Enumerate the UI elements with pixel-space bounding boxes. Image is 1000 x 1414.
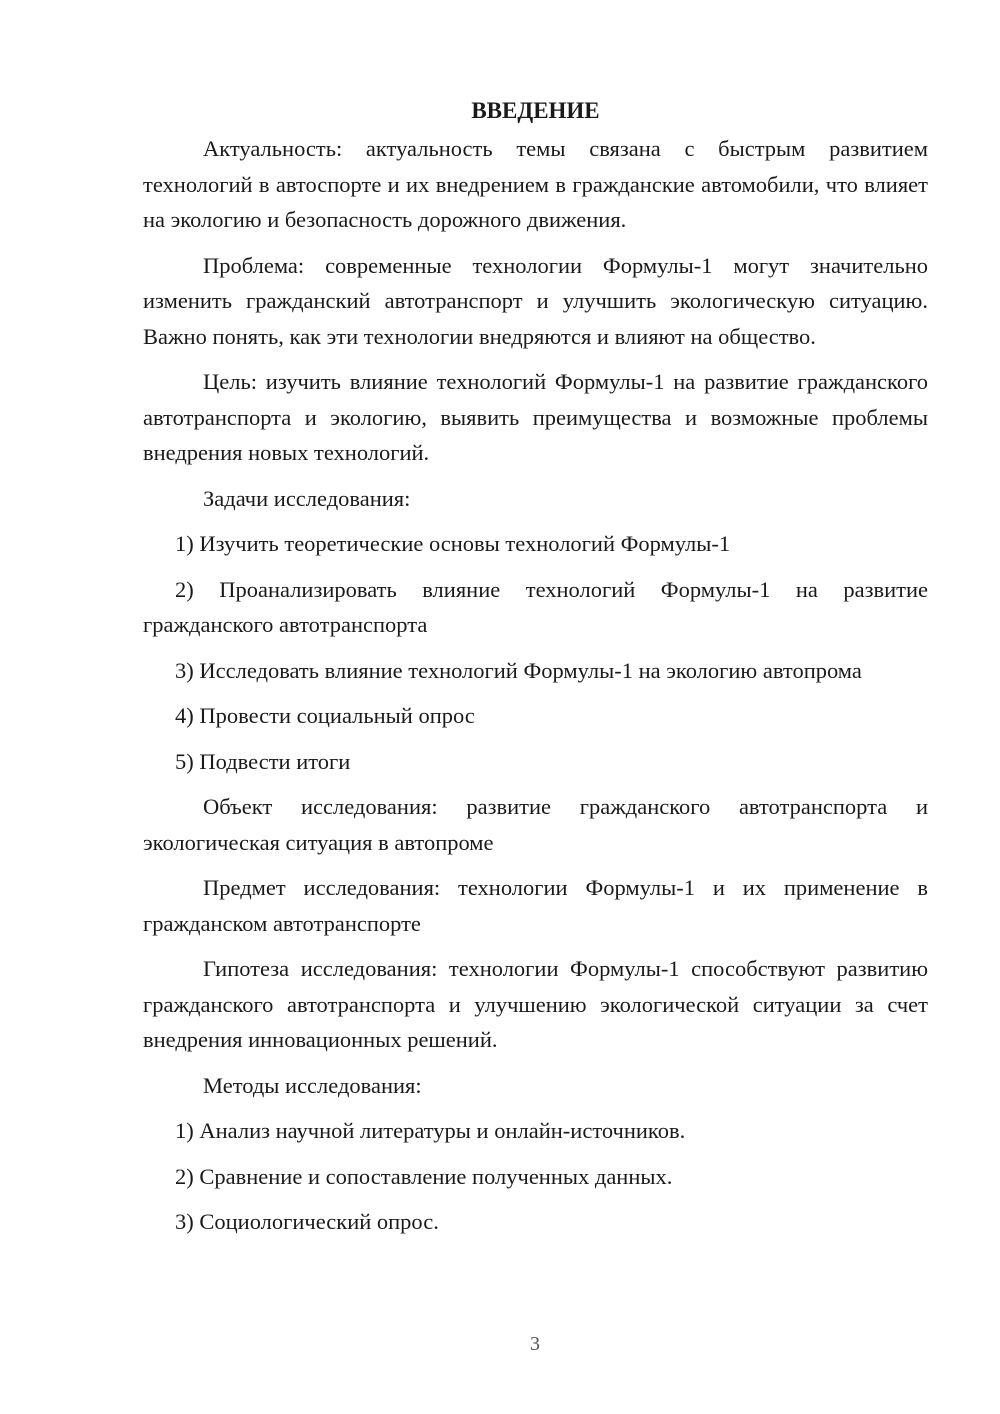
document-body xyxy=(143,93,928,1250)
task-item: 1) Изучить теоретические основы технологий Формулы-1 xyxy=(175,531,731,556)
task-item: 5) Подвести итоги xyxy=(175,748,351,774)
task-item: 2) Проанализировать влияние технологий Формулы-1 на развитие гражданского автотранспорта xyxy=(143,576,928,637)
relevance-paragraph: Актуальность: актуальность темы связана с быстрым развитием технологий в автоспорте и их внедрением в гражданские автомобили, что влияет на экологию и безопасность дорожного движения. xyxy=(143,136,928,232)
methods-heading: Методы исследования: xyxy=(203,1072,422,1098)
method-item: 3) Социологический опрос. xyxy=(175,1209,439,1234)
goal-paragraph: Цель: изучить влияние технологий Формулы-1 на развитие гражданского автотранспорта и экологию, выявить преимущества и возможные проблемы внедрения новых технологий. xyxy=(143,369,928,465)
method-item: 2) Сравнение и сопоставление полученных данных. xyxy=(175,1163,673,1189)
object-paragraph: Объект исследования: развитие гражданского автотранспорта и экологическая ситуация в автопроме xyxy=(143,794,928,855)
method-item: 1) Анализ научной литературы и онлайн-источников. xyxy=(175,1118,686,1143)
task-item: 3) Исследовать влияние технологий Формулы-1 на экологию автопрома xyxy=(175,657,862,683)
page-number: 3 xyxy=(530,1333,540,1355)
page-title: ВВЕДЕНИЕ xyxy=(471,98,600,123)
problem-paragraph: Проблема: современные технологии Формулы-1 могут значительно изменить гражданский автотранспорт и улучшить экологическую ситуацию. Важно понять, как эти технологии внедряются и влияют на общество. xyxy=(143,252,928,349)
subject-paragraph: Предмет исследования: технологии Формулы-1 и их применение в гражданском автотранспорте xyxy=(143,875,928,936)
hypothesis-paragraph: Гипотеза исследования: технологии Формулы-1 способствуют развитию гражданского автотранспорта и улучшению экологической ситуации за счет внедрения инновационных решений. xyxy=(143,956,928,1052)
task-item: 4) Провести социальный опрос xyxy=(175,703,475,728)
tasks-heading: Задачи исследования: xyxy=(203,485,411,511)
